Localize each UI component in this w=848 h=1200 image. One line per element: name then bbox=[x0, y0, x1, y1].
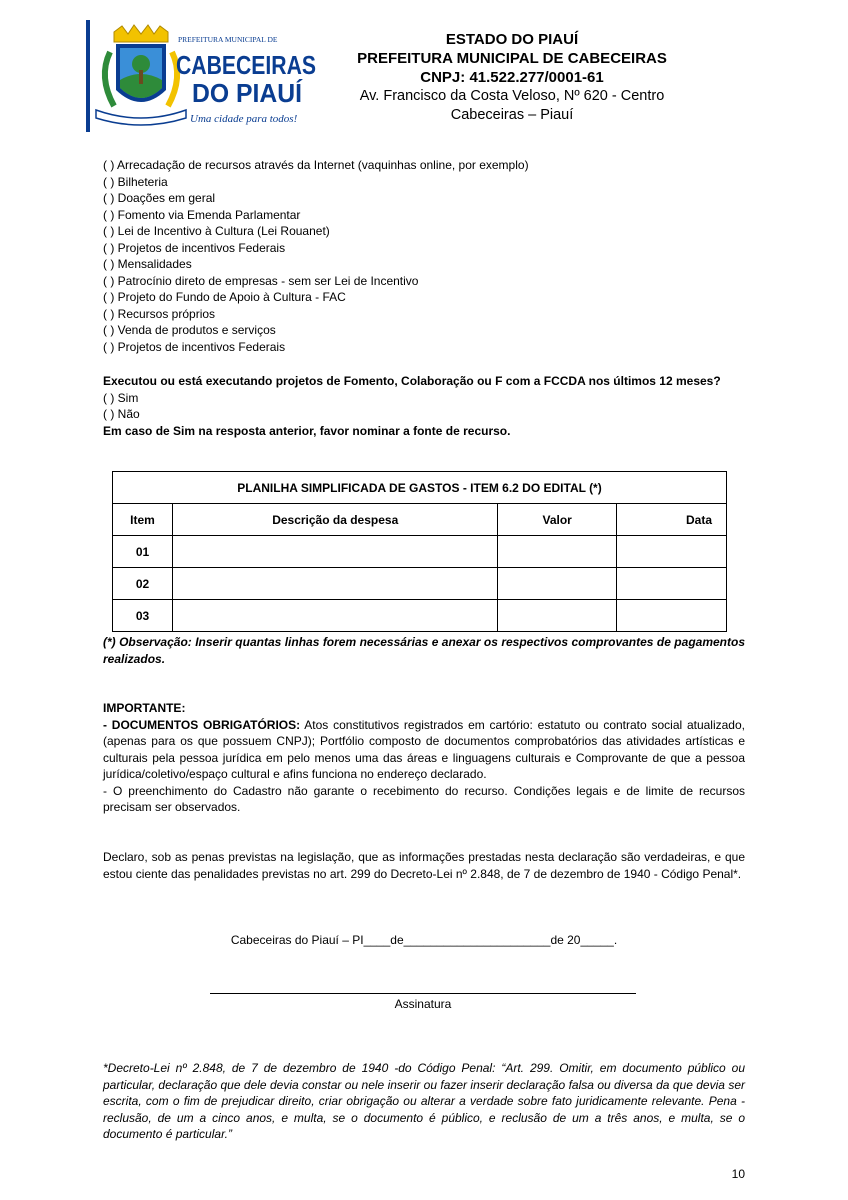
list-item: ( ) Mensalidades bbox=[103, 257, 192, 271]
col-header-description: Descrição da despesa bbox=[173, 504, 498, 536]
list-item: ( ) Projeto do Fundo de Apoio à Cultura - FAC bbox=[103, 290, 346, 304]
list-item: ( ) Lei de Incentivo à Cultura (Lei Rouanet) bbox=[103, 224, 330, 238]
question-followup: Em caso de Sim na resposta anterior, favor nominar a fonte de recurso. bbox=[103, 423, 511, 438]
question-text: Executou ou está executando projetos de Fomento, Colaboração ou F com a FCCDA nos últimos 12 meses? bbox=[103, 374, 721, 388]
required-documents bbox=[103, 717, 745, 783]
header-prefecture: PREFEITURA MUNICIPAL DE CABECEIRAS bbox=[357, 50, 667, 67]
row-item-number: 01 bbox=[113, 536, 173, 568]
table-row bbox=[113, 568, 727, 600]
date-cell[interactable] bbox=[616, 568, 726, 600]
header-cnpj: CNPJ: 41.522.277/0001-61 bbox=[420, 69, 604, 86]
header-city: Cabeceiras – Piauí bbox=[450, 107, 574, 123]
header-accent-bar bbox=[86, 20, 90, 132]
registration-note: - O preenchimento do Cadastro não garante o recebimento do recurso. Condições legais e de limite de recursos precisam ser observados. bbox=[103, 783, 745, 814]
description-cell[interactable] bbox=[173, 536, 498, 568]
header-state: ESTADO DO PIAUÍ bbox=[445, 31, 579, 48]
logo-name-line1: CABECEIRAS bbox=[176, 50, 316, 80]
date-cell[interactable] bbox=[616, 600, 726, 632]
list-item: ( ) Venda de produtos e serviços bbox=[103, 323, 276, 337]
description-cell[interactable] bbox=[173, 600, 498, 632]
option-no: ( ) Não bbox=[103, 407, 140, 421]
logo-name-line2: DO PIAUÍ bbox=[192, 78, 303, 108]
list-item: ( ) Fomento via Emenda Parlamentar bbox=[103, 207, 301, 222]
option-yes: ( ) Sim bbox=[103, 390, 139, 405]
value-cell[interactable] bbox=[498, 600, 617, 632]
table-header-row bbox=[113, 504, 727, 536]
signature-line bbox=[210, 993, 636, 994]
list-item: ( ) Projetos de incentivos Federais bbox=[103, 240, 286, 255]
row-item-number: 03 bbox=[113, 600, 173, 632]
table-row bbox=[113, 600, 727, 632]
header-block bbox=[332, 30, 692, 125]
list-item: ( ) Recursos próprios bbox=[103, 306, 216, 321]
date-cell[interactable] bbox=[616, 536, 726, 568]
required-documents-text: Atos constitutivos registrados em cartório: estatuto ou contrato social atualizado, (apenas para os que possuem CNPJ); Portfólio composto de documentos comprobatórios das atividades artísticas e culturais pela pessoa jurídica em pelo menos uma das áreas e linguagens culturais e Comprovante de que a pessoa jurídica/coletivo/espaço cultural e afins funciona no endereço declarado. bbox=[103, 717, 745, 781]
signature-label: Assinatura bbox=[394, 997, 452, 1011]
col-header-date: Data bbox=[616, 504, 726, 536]
municipal-logo bbox=[94, 22, 322, 130]
value-cell[interactable] bbox=[498, 536, 617, 568]
required-documents-label: - DOCUMENTOS OBRIGATÓRIOS: bbox=[103, 717, 301, 732]
col-header-value: Valor bbox=[498, 504, 617, 536]
description-cell[interactable] bbox=[173, 568, 498, 600]
list-item: ( ) Projetos de incentivos Federais bbox=[103, 339, 286, 354]
list-item: ( ) Patrocínio direto de empresas - sem ser Lei de Incentivo bbox=[103, 273, 419, 288]
table-title: PLANILHA SIMPLIFICADA DE GASTOS - ITEM 6.2 DO EDITAL (*) bbox=[113, 472, 727, 504]
list-item: ( ) Doações em geral bbox=[103, 191, 216, 205]
place-date-line: Cabeceiras do Piauí – PI____de______________________de 20_____. bbox=[230, 933, 618, 947]
col-header-item: Item bbox=[113, 504, 173, 536]
funding-sources-list bbox=[103, 157, 529, 355]
page-number: 10 bbox=[731, 1167, 745, 1181]
list-item: ( ) Bilheteria bbox=[103, 174, 168, 189]
important-title: IMPORTANTE: bbox=[103, 701, 186, 715]
fomento-question bbox=[103, 373, 753, 439]
declaration-text: Declaro, sob as penas previstas na legislação, que as informações prestadas nesta declaração são verdadeiras, e que estou ciente das penalidades previstas no art. 299 do Decreto-Lei nº 2.848, de 7 de dezembro de 1940 - Código Penal*. bbox=[103, 850, 745, 881]
important-section bbox=[103, 700, 745, 816]
table-row bbox=[113, 536, 727, 568]
table-observation: (*) Observação: Inserir quantas linhas forem necessárias e anexar os respectivos comprovantes de pagamentos realizados. bbox=[103, 635, 745, 666]
expense-table bbox=[112, 471, 727, 632]
logo-top-text: PREFEITURA MUNICIPAL DE bbox=[178, 35, 278, 44]
logo-slogan: Uma cidade para todos! bbox=[190, 113, 298, 125]
header-address: Av. Francisco da Costa Veloso, Nº 620 - Centro bbox=[359, 88, 665, 104]
value-cell[interactable] bbox=[498, 568, 617, 600]
list-item: ( ) Arrecadação de recursos através da Internet (vaquinhas online, por exemplo) bbox=[103, 158, 529, 172]
penal-code-footnote: *Decreto-Lei nº 2.848, de 7 de dezembro de 1940 -do Código Penal: “Art. 299. Omitir, em documento público ou particular, declaração que dele devia constar ou nele inserir ou fazer inserir declaração falsa ou diversa da que devia ser escrita, com o fim de prejudicar direito, criar obrigação ou alterar a verdade sobre fato juridicamente relevante. Pena - reclusão, de um a cinco anos, e multa, se o documento é público, e reclusão de um a três anos, e multa, se o documento é particular.” bbox=[103, 1061, 745, 1141]
row-item-number: 02 bbox=[113, 568, 173, 600]
